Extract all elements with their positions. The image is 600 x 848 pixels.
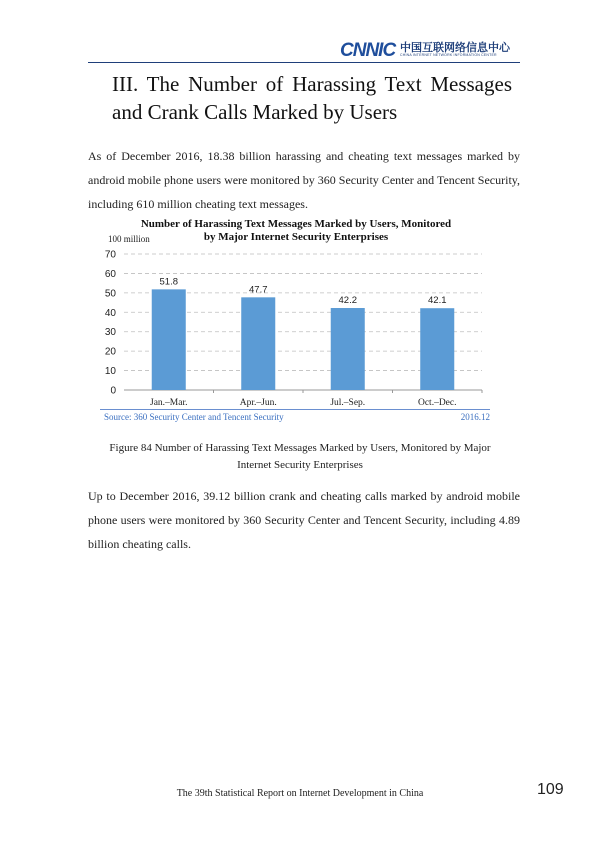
chart-title-line2: by Major Internet Security Enterprises (203, 231, 389, 243)
y-tick-label: 70 (104, 249, 116, 261)
y-tick-label: 10 (104, 366, 116, 378)
bar (241, 297, 275, 390)
y-tick-label: 20 (104, 346, 116, 358)
chart-title-line1: Number of Harassing Text Messages Marked by Users, Monitored (140, 218, 452, 230)
bar (420, 308, 454, 390)
y-tick-label: 40 (104, 307, 116, 319)
y-axis-unit: 100 million (108, 234, 150, 244)
page-footer: The 39th Statistical Report on Internet Development in China (176, 788, 424, 799)
bar (331, 308, 365, 390)
x-tick-label: Jan.–Mar. (150, 398, 188, 408)
y-tick-label: 50 (104, 288, 116, 300)
org-name-chinese: 中国互联网络信息中心 (400, 41, 510, 54)
x-tick-label: Apr.–Jun. (239, 398, 277, 408)
y-tick-label: 30 (104, 327, 116, 339)
paragraph-crank-calls: Up to December 2016, 39.12 billion crank and cheating calls marked by android mobile phone users were monitored by 360 Security Center and Tencent Security, including 4.89 billion cheating calls. (88, 489, 520, 551)
y-tick-label: 0 (110, 385, 116, 397)
bar-value-label: 42.2 (338, 295, 357, 307)
chart-plot (96, 218, 496, 412)
header-divider (88, 62, 520, 63)
x-tick-label: Jul.–Sep. (330, 398, 366, 408)
x-tick-label: Oct.–Dec. (417, 398, 457, 408)
bar-value-label: 47.7 (249, 284, 268, 296)
source-divider (100, 409, 490, 410)
source-date: 2016.12 (460, 412, 490, 422)
y-tick-label: 60 (104, 268, 116, 280)
bar (152, 289, 186, 390)
source-text: Source: 360 Security Center and Tencent Security (104, 412, 284, 422)
paragraph-text-messages: As of December 2016, 18.38 billion harassing and cheating text messages marked by android mobile phone users were monitored by 360 Security Center and Tencent Security, including 610 million cheating text messages. (88, 149, 520, 211)
bar-value-label: 42.1 (428, 295, 447, 307)
bar-chart (96, 218, 496, 428)
section-title: III. The Number of Harassing Text Messages and Crank Calls Marked by Users (112, 72, 512, 124)
org-name-english: CHINA INTERNET NETWORK INFORMATION CENTER (400, 53, 497, 57)
cnnic-logo: CNNIC (340, 40, 396, 61)
bar-value-label: 51.8 (159, 276, 178, 288)
page-header (340, 38, 520, 64)
page-number: 109 (537, 781, 564, 798)
figure-caption: Figure 84 Number of Harassing Text Messages Marked by Users, Monitored by Major Internet Security Enterprises (109, 442, 491, 471)
